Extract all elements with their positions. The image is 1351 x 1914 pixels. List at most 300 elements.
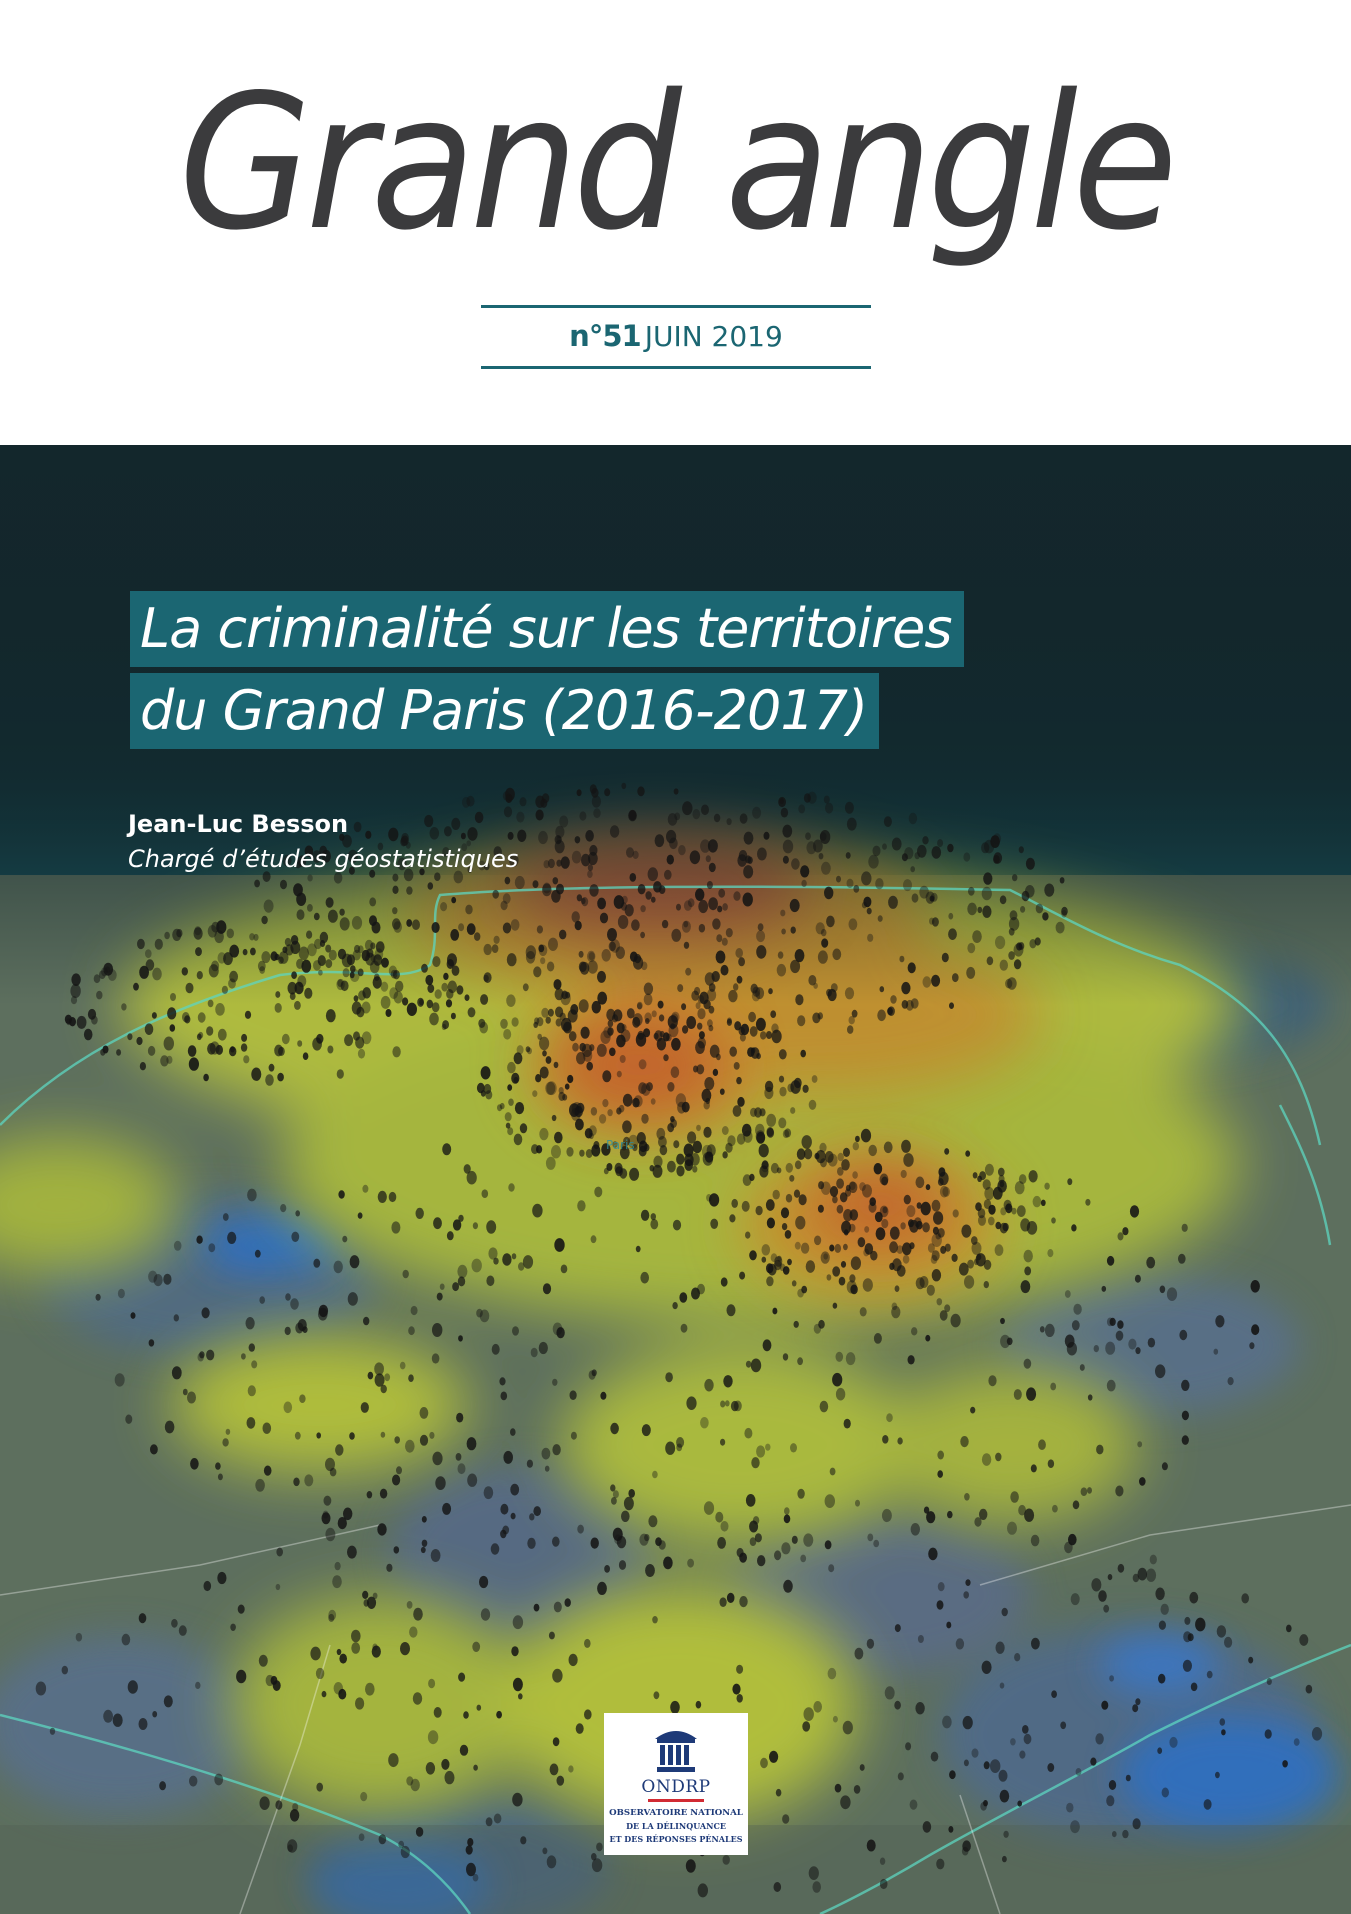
incident-pin — [744, 1428, 752, 1439]
incident-pin — [197, 971, 203, 979]
incident-pin — [367, 1491, 373, 1498]
incident-pin — [604, 1565, 610, 1573]
incident-pin — [836, 876, 841, 883]
incident-pin — [679, 1292, 687, 1303]
incident-pin — [546, 1017, 551, 1024]
incident-pin — [637, 1003, 642, 1010]
incident-pin — [447, 1231, 454, 1240]
incident-pin — [749, 1174, 754, 1181]
incident-pin — [849, 918, 858, 930]
incident-pin — [1048, 1459, 1054, 1468]
coldest-zone — [1100, 1635, 1220, 1695]
incident-pin — [668, 813, 678, 826]
incident-pin — [1107, 1380, 1116, 1392]
incident-pin — [722, 1151, 727, 1158]
incident-pin — [727, 1018, 732, 1024]
incident-pin — [965, 1579, 970, 1586]
incident-pin — [628, 1489, 635, 1498]
incident-pin — [602, 1099, 608, 1107]
incident-pin — [552, 1444, 560, 1455]
incident-pin — [1161, 1604, 1169, 1615]
incident-pin — [96, 1294, 101, 1301]
incident-pin — [1267, 1678, 1272, 1685]
incident-pin — [1045, 1324, 1055, 1337]
incident-pin — [993, 833, 1001, 844]
incident-pin — [430, 827, 440, 840]
incident-pin — [726, 928, 733, 937]
incident-pin — [539, 1342, 548, 1354]
incident-pin — [263, 1423, 272, 1434]
incident-pin — [802, 1721, 810, 1731]
incident-pin — [149, 1339, 155, 1346]
incident-pin — [139, 966, 149, 979]
incident-pin — [1038, 1439, 1046, 1450]
incident-pin — [503, 791, 510, 800]
incident-pin — [280, 1204, 286, 1212]
incident-pin — [648, 867, 658, 881]
incident-pin — [187, 1392, 196, 1404]
incident-pin — [198, 1353, 204, 1362]
incident-pin — [641, 1210, 649, 1221]
incident-pin — [1017, 1801, 1022, 1807]
incident-pin — [714, 814, 720, 822]
incident-pin — [576, 1723, 584, 1734]
incident-pin — [1080, 1364, 1085, 1371]
incident-pin — [392, 1475, 400, 1486]
incident-pin — [1109, 1675, 1114, 1681]
incident-pin — [473, 1222, 478, 1229]
incident-pin — [814, 1324, 821, 1334]
incident-pin — [503, 923, 511, 934]
incident-pin — [586, 1149, 593, 1158]
incident-pin — [569, 1103, 579, 1117]
incident-pin — [880, 986, 885, 992]
incident-pin — [742, 1124, 752, 1137]
incident-pin — [637, 786, 644, 796]
incident-pin — [170, 993, 176, 1001]
publication-title: Grand angle — [178, 54, 1173, 271]
incident-pin — [923, 976, 932, 987]
incident-pin — [687, 1131, 696, 1143]
incident-pin — [386, 1564, 392, 1572]
incident-pin — [898, 1772, 904, 1780]
incident-pin — [460, 1745, 468, 1756]
incident-pin — [709, 983, 716, 992]
incident-pin — [428, 882, 434, 889]
incident-pin — [1073, 1500, 1080, 1509]
incident-pin — [619, 1105, 625, 1113]
incident-pin — [812, 1881, 821, 1893]
incident-pin — [1128, 1339, 1136, 1350]
incident-pin — [1072, 1320, 1080, 1330]
incident-pin — [841, 1221, 851, 1234]
incident-pin — [303, 1052, 309, 1060]
incident-pin — [832, 1196, 838, 1204]
incident-pin — [432, 922, 440, 933]
incident-pin — [816, 922, 825, 934]
incident-pin — [960, 1436, 968, 1447]
incident-pin — [160, 1055, 168, 1066]
incident-pin — [984, 1199, 991, 1209]
incident-pin — [367, 1597, 376, 1609]
incident-pin — [812, 1075, 818, 1083]
incident-pin — [677, 984, 683, 992]
medium-zone — [170, 1335, 470, 1475]
incident-pin — [434, 1707, 442, 1718]
incident-pin — [427, 984, 434, 993]
incident-pin — [589, 1044, 594, 1051]
incident-pin — [876, 1227, 886, 1240]
incident-pin — [681, 1003, 686, 1010]
incident-pin — [981, 842, 989, 853]
incident-pin — [421, 964, 428, 973]
incident-pin — [763, 1339, 772, 1351]
incident-pin — [285, 1293, 291, 1301]
incident-pin — [208, 1000, 214, 1008]
incident-pin — [756, 1130, 765, 1143]
incident-pin — [827, 1274, 832, 1280]
incident-pin — [316, 1034, 323, 1044]
incident-pin — [348, 1292, 358, 1306]
incident-pin — [405, 1440, 415, 1453]
incident-pin — [342, 1236, 347, 1243]
incident-pin — [889, 1241, 898, 1253]
incident-pin — [860, 1764, 865, 1771]
incident-pin — [720, 1597, 727, 1607]
incident-pin — [275, 1800, 282, 1809]
incident-pin — [392, 1046, 400, 1057]
incident-pin — [380, 1489, 387, 1499]
incident-pin — [369, 897, 376, 906]
incident-pin — [671, 1066, 680, 1078]
incident-pin — [998, 1168, 1005, 1177]
incident-pin — [274, 1045, 283, 1057]
incident-pin — [1122, 1830, 1128, 1838]
incident-pin — [752, 807, 761, 819]
incident-pin — [538, 831, 548, 844]
incident-pin — [1103, 1605, 1109, 1613]
incident-pin — [667, 855, 674, 865]
incident-pin — [781, 929, 786, 935]
incident-pin — [835, 1244, 842, 1253]
incident-pin — [956, 1638, 964, 1649]
incident-pin — [882, 1509, 892, 1522]
incident-pin — [803, 1085, 809, 1093]
incident-pin — [844, 1419, 851, 1429]
incident-pin — [670, 1701, 680, 1714]
incident-pin — [539, 1128, 548, 1140]
incident-pin — [849, 1274, 855, 1282]
incident-pin — [760, 1758, 768, 1768]
incident-pin — [744, 832, 754, 845]
incident-pin — [1041, 1200, 1046, 1206]
incident-pin — [358, 1212, 363, 1218]
incident-pin — [651, 1213, 656, 1220]
incident-pin — [995, 936, 1005, 949]
incident-pin — [665, 1372, 673, 1382]
incident-pin — [384, 1373, 390, 1381]
incident-pin — [1157, 1747, 1162, 1754]
incident-pin — [812, 1013, 820, 1024]
incident-pin — [1158, 1674, 1165, 1684]
incident-pin — [497, 1104, 502, 1111]
incident-pin — [361, 1402, 369, 1413]
incident-pin — [1221, 1729, 1226, 1735]
incident-pin — [241, 1043, 247, 1051]
incident-pin — [559, 816, 568, 828]
incident-pin — [737, 1694, 743, 1703]
incident-pin — [923, 1821, 932, 1833]
incident-pin — [759, 1108, 765, 1116]
incident-pin — [729, 1214, 735, 1222]
incident-pin — [708, 897, 718, 910]
incident-pin — [1047, 1249, 1053, 1257]
incident-pin — [473, 1765, 478, 1771]
incident-pin — [672, 1302, 677, 1309]
incident-pin — [608, 1020, 614, 1028]
incident-pin — [229, 1047, 236, 1057]
incident-pin — [900, 1222, 905, 1229]
incident-pin — [671, 929, 681, 942]
incident-pin — [337, 1649, 342, 1655]
incident-pin — [845, 802, 854, 814]
incident-pin — [592, 1369, 597, 1376]
incident-pin — [772, 1030, 782, 1044]
incident-pin — [805, 832, 811, 840]
incident-pin — [1022, 1725, 1029, 1734]
incident-pin — [729, 1047, 737, 1057]
incident-pin — [1135, 1275, 1141, 1283]
incident-pin — [466, 1845, 473, 1854]
incident-pin — [510, 1428, 516, 1436]
incident-pin — [543, 1283, 551, 1294]
incident-pin — [858, 1237, 866, 1247]
incident-pin — [845, 1189, 851, 1197]
incident-pin — [783, 856, 789, 864]
incident-pin — [707, 881, 713, 889]
incident-pin — [667, 1161, 676, 1173]
incident-pin — [295, 1210, 300, 1216]
incident-pin — [527, 1460, 533, 1468]
incident-pin — [753, 1516, 759, 1524]
incident-pin — [335, 1444, 343, 1455]
incident-pin — [249, 933, 255, 940]
incident-pin — [644, 994, 653, 1006]
incident-pin — [588, 852, 598, 865]
incident-pin — [966, 967, 975, 979]
incident-pin — [982, 1661, 992, 1674]
incident-pin — [636, 1246, 641, 1252]
incident-pin — [236, 1670, 246, 1684]
incident-pin — [610, 1484, 615, 1491]
incident-pin — [500, 1019, 508, 1029]
incident-pin — [1110, 1318, 1116, 1326]
incident-pin — [420, 1407, 429, 1419]
incident-pin — [778, 1118, 786, 1129]
incident-pin — [280, 880, 287, 889]
incident-pin — [794, 1190, 800, 1198]
incident-pin — [476, 1309, 483, 1318]
incident-pin — [717, 906, 722, 913]
incident-pin — [983, 872, 992, 884]
incident-pin — [1249, 1342, 1254, 1349]
incident-pin — [790, 1443, 797, 1452]
incident-pin — [1160, 1286, 1166, 1294]
incident-pin — [1047, 1763, 1054, 1772]
incident-pin — [920, 1276, 929, 1288]
incident-pin — [1214, 1349, 1219, 1355]
incident-pin — [690, 850, 700, 864]
incident-pin — [412, 919, 420, 930]
incident-pin — [813, 1701, 822, 1713]
masthead — [0, 0, 1351, 445]
incident-pin — [875, 878, 883, 889]
incident-pin — [602, 1070, 611, 1082]
incident-pin — [949, 1002, 954, 1009]
incident-pin — [259, 1296, 265, 1304]
incident-pin — [284, 1402, 293, 1414]
incident-pin — [593, 808, 600, 818]
incident-pin — [127, 1033, 132, 1040]
incident-pin — [1002, 1856, 1007, 1862]
incident-pin — [908, 1219, 914, 1227]
incident-pin — [467, 1437, 477, 1450]
incident-pin — [847, 818, 857, 831]
incident-pin — [1182, 1435, 1189, 1445]
incident-pin — [1306, 1685, 1313, 1694]
incident-pin — [695, 888, 704, 901]
incident-pin — [188, 1045, 197, 1057]
incident-pin — [804, 1707, 814, 1721]
incident-pin — [745, 1232, 750, 1239]
incident-pin — [735, 948, 743, 958]
incident-pin — [653, 1165, 663, 1178]
incident-pin — [678, 845, 686, 855]
incident-pin — [1087, 1487, 1092, 1494]
incident-pin — [77, 1016, 87, 1029]
incident-pin — [174, 1241, 182, 1251]
incident-pin — [779, 1076, 784, 1083]
incident-pin — [902, 853, 908, 861]
incident-pin — [368, 1372, 374, 1380]
incident-pin — [1195, 1618, 1205, 1632]
incident-pin — [335, 1562, 341, 1570]
incident-pin — [536, 810, 544, 821]
incident-pin — [1215, 1772, 1220, 1778]
incident-pin — [216, 1045, 223, 1055]
incident-pin — [928, 1548, 937, 1561]
incident-pin — [685, 968, 691, 976]
incident-pin — [148, 1046, 155, 1056]
incident-pin — [394, 1546, 400, 1553]
incident-pin — [948, 928, 957, 940]
incident-pin — [479, 1576, 488, 1588]
incident-pin — [571, 1432, 577, 1440]
incident-pin — [276, 1548, 283, 1557]
incident-pin — [503, 893, 511, 904]
incident-pin — [588, 960, 598, 974]
incident-pin — [1065, 1335, 1075, 1348]
incident-pin — [808, 792, 817, 804]
incident-pin — [1184, 1617, 1190, 1625]
incident-pin — [778, 797, 786, 807]
incident-pin — [427, 1000, 433, 1009]
incident-pin — [1148, 1338, 1155, 1348]
incident-pin — [658, 1001, 664, 1009]
incident-pin — [1081, 1487, 1088, 1496]
incident-pin — [686, 1016, 696, 1029]
incident-pin — [794, 1321, 799, 1328]
incident-pin — [1094, 1345, 1099, 1352]
incident-pin — [511, 1646, 518, 1656]
incident-pin — [824, 887, 833, 900]
incident-pin — [1133, 1818, 1141, 1829]
incident-pin — [963, 852, 970, 861]
incident-pin — [1026, 858, 1035, 870]
incident-pin — [206, 1026, 213, 1035]
incident-pin — [215, 1003, 225, 1016]
incident-pin — [797, 1015, 805, 1026]
incident-pin — [358, 1049, 365, 1059]
incident-pin — [607, 1109, 612, 1116]
incident-pin — [227, 929, 234, 939]
incident-pin — [1067, 1178, 1072, 1185]
medium-zone — [230, 1595, 530, 1815]
incident-pin — [125, 1415, 132, 1424]
incident-pin — [610, 825, 619, 837]
incident-pin — [803, 1533, 813, 1546]
incident-pin — [376, 941, 385, 953]
incident-pin — [651, 897, 656, 903]
incident-pin — [764, 832, 770, 840]
incident-pin — [359, 1833, 365, 1841]
incident-pin — [652, 1471, 658, 1478]
incident-pin — [707, 1144, 716, 1156]
incident-pin — [854, 1785, 861, 1794]
incident-pin — [967, 943, 975, 953]
incident-pin — [600, 913, 608, 924]
incident-pin — [464, 1164, 471, 1174]
incident-pin — [762, 1257, 767, 1263]
incident-pin — [646, 1082, 653, 1091]
incident-pin — [546, 1056, 552, 1064]
incident-pin — [208, 1243, 215, 1252]
incident-pin — [508, 1099, 514, 1106]
incident-pin — [70, 984, 80, 998]
incident-pin — [561, 1265, 568, 1274]
incident-pin — [295, 1432, 301, 1440]
incident-pin — [100, 1049, 105, 1056]
incident-pin — [304, 1474, 313, 1486]
incident-pin — [903, 1153, 913, 1167]
incident-pin — [952, 1254, 958, 1262]
incident-pin — [406, 919, 412, 927]
incident-pin — [1183, 1660, 1192, 1672]
incident-pin — [442, 1143, 451, 1155]
incident-pin — [441, 1759, 449, 1770]
incident-pin — [622, 1024, 627, 1031]
incident-pin — [518, 1693, 523, 1699]
incident-pin — [644, 1012, 651, 1022]
incident-pin — [1107, 1256, 1114, 1266]
incident-pin — [520, 1123, 527, 1133]
incident-pin — [260, 1796, 270, 1810]
incident-pin — [874, 1163, 883, 1174]
incident-pin — [562, 1094, 567, 1101]
incident-pin — [408, 1374, 414, 1382]
incident-pin — [942, 1716, 952, 1729]
incident-pin — [751, 1457, 759, 1468]
